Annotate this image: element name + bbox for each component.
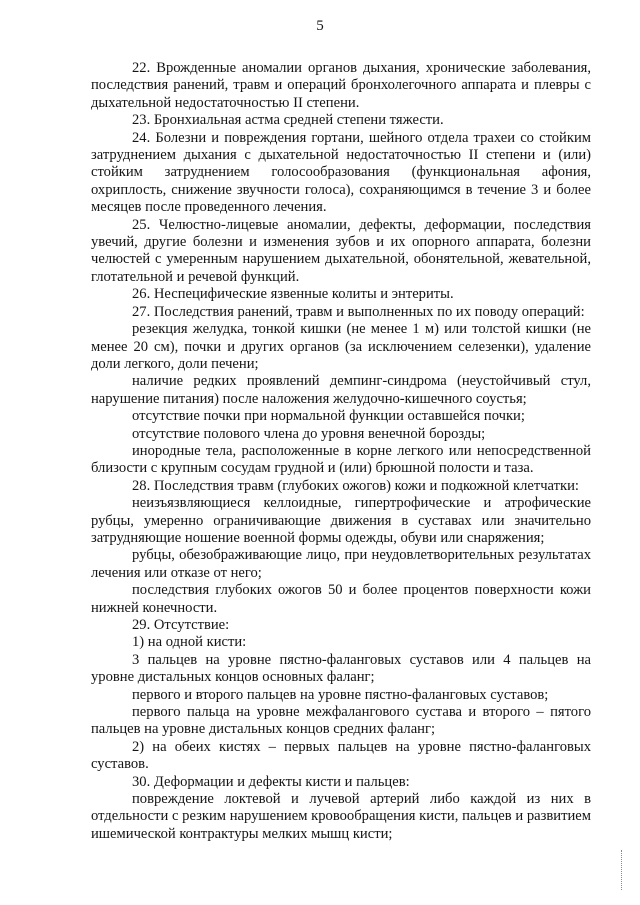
paragraph-24: 24. Болезни и повреждения гортани, шейного отдела трахеи со стойким затруднением дыхания с дыхательной недостаточностью II степени и (или) стойким затруднением голосообразования (функциональная афония, охриплость, снижение звучности голоса), сохраняющимся в течение 3 и более месяцев после проведенного лечения. — [91, 129, 591, 216]
paragraph-29-one-hand: 1) на одной кисти: — [132, 634, 247, 651]
paragraph-29-three-fingers: 3 пальцев на уровне пястно-фаланговых суставов или 4 пальцев на уровне дистальных концов основных фаланг; — [91, 651, 591, 686]
paragraph-28-burns: последствия глубоких ожогов 50 и более процентов поверхности кожи нижней конечности. — [91, 582, 591, 616]
paragraph-28-face-scars: рубцы, обезображивающие лицо, при неудовлетворительных результатах лечения или отказе от него; — [91, 547, 591, 581]
page-number: 5 — [316, 18, 324, 34]
paragraph-29: 29. Отсутствие: — [132, 617, 230, 633]
paragraph-29-both-hands: 2) на обеих кистях – первых пальцев на уровне пястно-фаланговых суставов. — [91, 738, 591, 773]
paragraph-30: 30. Деформации и дефекты кисти и пальцев: — [132, 773, 410, 790]
paragraph-26: 26. Неспецифические язвенные колиты и энтериты. — [132, 286, 454, 303]
paragraph-22: 22. Врожденные аномалии органов дыхания, хронические заболевания, последствия ранений, травм и операций бронхолегочного аппарата и плевры с дыхательной недостаточностью II степени. — [91, 60, 591, 111]
edge-stamp-mark — [621, 850, 628, 890]
paragraph-23: 23. Бронхиальная астма средней степени тяжести. — [132, 112, 444, 129]
paragraph-29-first-second: первого и второго пальцев на уровне пястно-фаланговых суставов; — [132, 686, 549, 703]
document-body — [91, 60, 591, 843]
paragraph-30-arteries: повреждение локтевой и лучевой артерий либо каждой из них в отдельности с резким нарушением кровообращения кисти, пальцев и развитием ишемической контрактуры мелких мышц кисти; — [91, 791, 591, 842]
paragraph-27-penis: отсутствие полового члена до уровня венечной борозды; — [132, 425, 486, 442]
paragraph-27-foreign-bodies: инородные тела, расположенные в корне легкого или непосредственной близости с крупным сосудам грудной и (или) брюшной полости и таза. — [91, 442, 591, 477]
paragraph-27-resection: резекция желудка, тонкой кишки (не менее 1 м) или толстой кишки (не менее 20 см), почки и других органов (за исключением селезенки), удаление доли легкого, доли печени; — [91, 321, 591, 372]
paragraph-27-kidney: отсутствие почки при нормальной функции оставшейся почки; — [132, 408, 525, 425]
paragraph-27: 27. Последствия ранений, травм и выполненных по их поводу операций: — [132, 303, 585, 320]
paragraph-25: 25. Челюстно-лицевые аномалии, дефекты, деформации, последствия увечий, другие болезни и изменения зубов и их опорного аппарата, болезни челюстей с умеренным нарушением дыхательной, обонятельной, жевательной, глотательной и речевой функций. — [91, 216, 591, 285]
paragraph-27-dumping: наличие редких проявлений демпинг-синдрома (неустойчивый стул, нарушение питания) после наложения желудочно-кишечного соустья; — [91, 373, 591, 407]
paragraph-28-scars: неизъязвляющиеся келлоидные, гипертрофические и атрофические рубцы, умеренно ограничивающие движения в суставах или значительно затрудняющие ношение военной формы одежды, обуви или снаряжения; — [91, 495, 591, 546]
paragraph-29-first-finger: первого пальца на уровне межфалангового сустава и второго – пятого пальцев на уровне дистальных концов средних фаланг; — [91, 704, 591, 738]
paragraph-28: 28. Последствия травм (глубоких ожогов) кожи и подкожной клетчатки: — [132, 477, 579, 494]
